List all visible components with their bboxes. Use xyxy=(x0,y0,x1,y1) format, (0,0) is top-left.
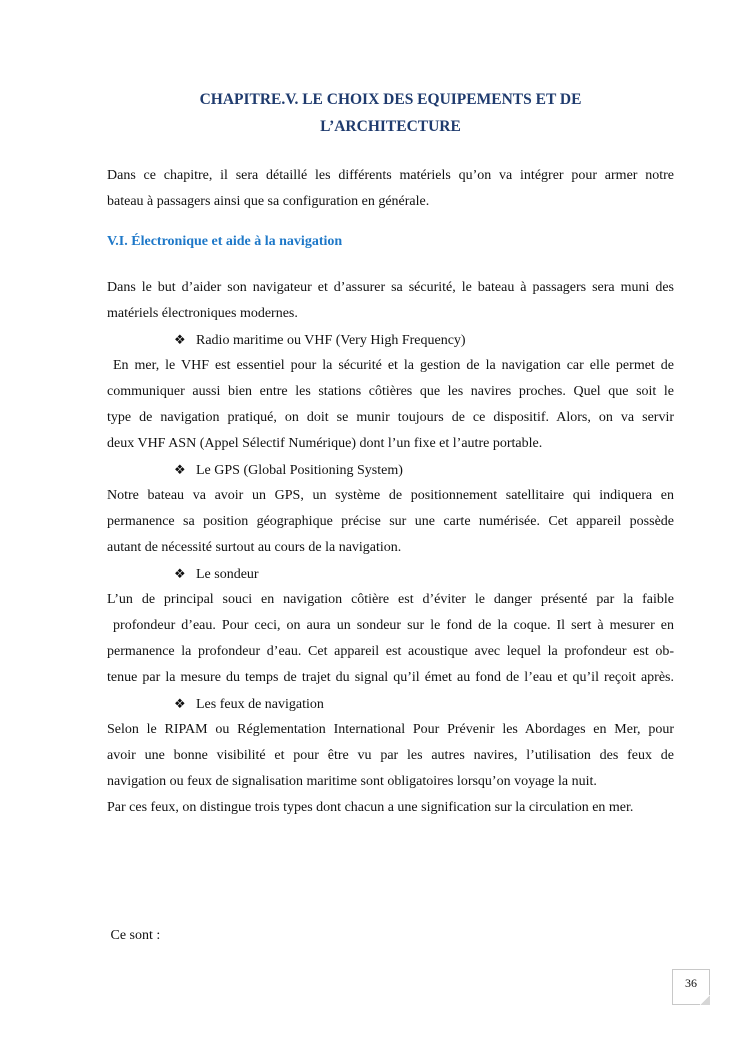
section-heading: V.I. Électronique et aide à la navigation xyxy=(107,234,343,249)
bullet-title: Radio maritime ou VHF (Very High Frequency) xyxy=(196,333,466,348)
paragraph-line: navigation ou feux de signalisation maritime sont obligatoires lorsqu’on voyage la nuit. xyxy=(107,774,597,789)
vhf-paragraph xyxy=(107,353,674,457)
bullet-sondeur xyxy=(174,561,259,588)
chapter-title xyxy=(107,86,674,140)
paragraph-line: En mer, le VHF est essentiel pour la sécurité et la gestion de la navigation car elle permet de xyxy=(107,358,674,373)
section-intro-line-1: Dans le but d’aider son navigateur et d’assurer sa sécurité, le bateau à passagers sera muni des xyxy=(107,280,674,295)
paragraph-line: Notre bateau va avoir un GPS, un système de positionnement satellitaire qui indiquera en xyxy=(107,488,674,503)
bullet-vhf xyxy=(174,327,466,354)
page-number xyxy=(672,969,710,1005)
paragraph-line: permanence la profondeur d’eau. Cet appareil est acoustique avec lequel la profondeur est ob- xyxy=(107,644,674,659)
paragraph-line: deux VHF ASN (Appel Sélectif Numérique) dont l’un fixe et l’autre portable. xyxy=(107,436,543,451)
chapter-title-line-1: CHAPITRE.V. LE CHOIX DES EQUIPEMENTS ET DE xyxy=(199,91,582,108)
diamond-bullet-icon: ❖ xyxy=(174,696,186,711)
paragraph-line: permanence sa position géographique précise sur une carte numérisée. Cet appareil possède xyxy=(107,514,674,529)
section-intro-paragraph xyxy=(107,275,674,327)
paragraph-line: profondeur d’eau. Pour ceci, on aura un sondeur sur le fond de la coque. Il sert à mesurer en xyxy=(107,618,674,633)
section-intro-line-2: matériels électroniques modernes. xyxy=(107,306,298,321)
bullet-gps xyxy=(174,457,403,484)
diamond-bullet-icon: ❖ xyxy=(174,332,186,347)
chapter-title-line-2: L’ARCHITECTURE xyxy=(320,118,461,135)
gps-paragraph xyxy=(107,483,674,561)
page-number-value: 36 xyxy=(685,976,697,990)
bullet-title: Le sondeur xyxy=(196,567,259,582)
intro-paragraph xyxy=(107,163,674,215)
paragraph-line: tenue par la mesure du temps de trajet du signal qu’il émet au fond de l’eau et qu’il reçoit après. xyxy=(107,670,674,685)
paragraph-line: L’un de principal souci en navigation côtière est d’éviter le danger présenté par la faible xyxy=(107,592,674,607)
paragraph-line: Par ces feux, on distingue trois types dont chacun a une signification sur la circulation en mer. xyxy=(107,800,634,815)
sondeur-paragraph xyxy=(107,587,674,691)
diamond-bullet-icon: ❖ xyxy=(174,566,186,581)
paragraph-line: communiquer aussi bien entre les stations côtières que les navires proches. Quel que soit le xyxy=(107,384,674,399)
feux-paragraph xyxy=(107,717,674,821)
bullet-title: Le GPS (Global Positioning System) xyxy=(196,463,403,478)
paragraph-line: autant de nécessité surtout au cours de la navigation. xyxy=(107,540,402,555)
paragraph-line: avoir une bonne visibilité et pour être vu par les autres navires, l’utilisation des feux de xyxy=(107,748,674,763)
bullet-feux xyxy=(174,691,324,718)
intro-line-2: bateau à passagers ainsi que sa configuration en générale. xyxy=(107,194,430,209)
closing-text: Ce sont : xyxy=(107,928,161,943)
bullet-title: Les feux de navigation xyxy=(196,697,324,712)
paragraph-line: Selon le RIPAM ou Réglementation International Pour Prévenir les Abordages en Mer, pour xyxy=(107,722,674,737)
diamond-bullet-icon: ❖ xyxy=(174,462,186,477)
intro-line-1: Dans ce chapitre, il sera détaillé les différents matériels qu’on va intégrer pour armer notre xyxy=(107,168,674,183)
page-curl-icon xyxy=(700,995,710,1005)
paragraph-line: type de navigation pratiqué, on doit se munir toujours de ce dispositif. Alors, on va servir xyxy=(107,410,674,425)
